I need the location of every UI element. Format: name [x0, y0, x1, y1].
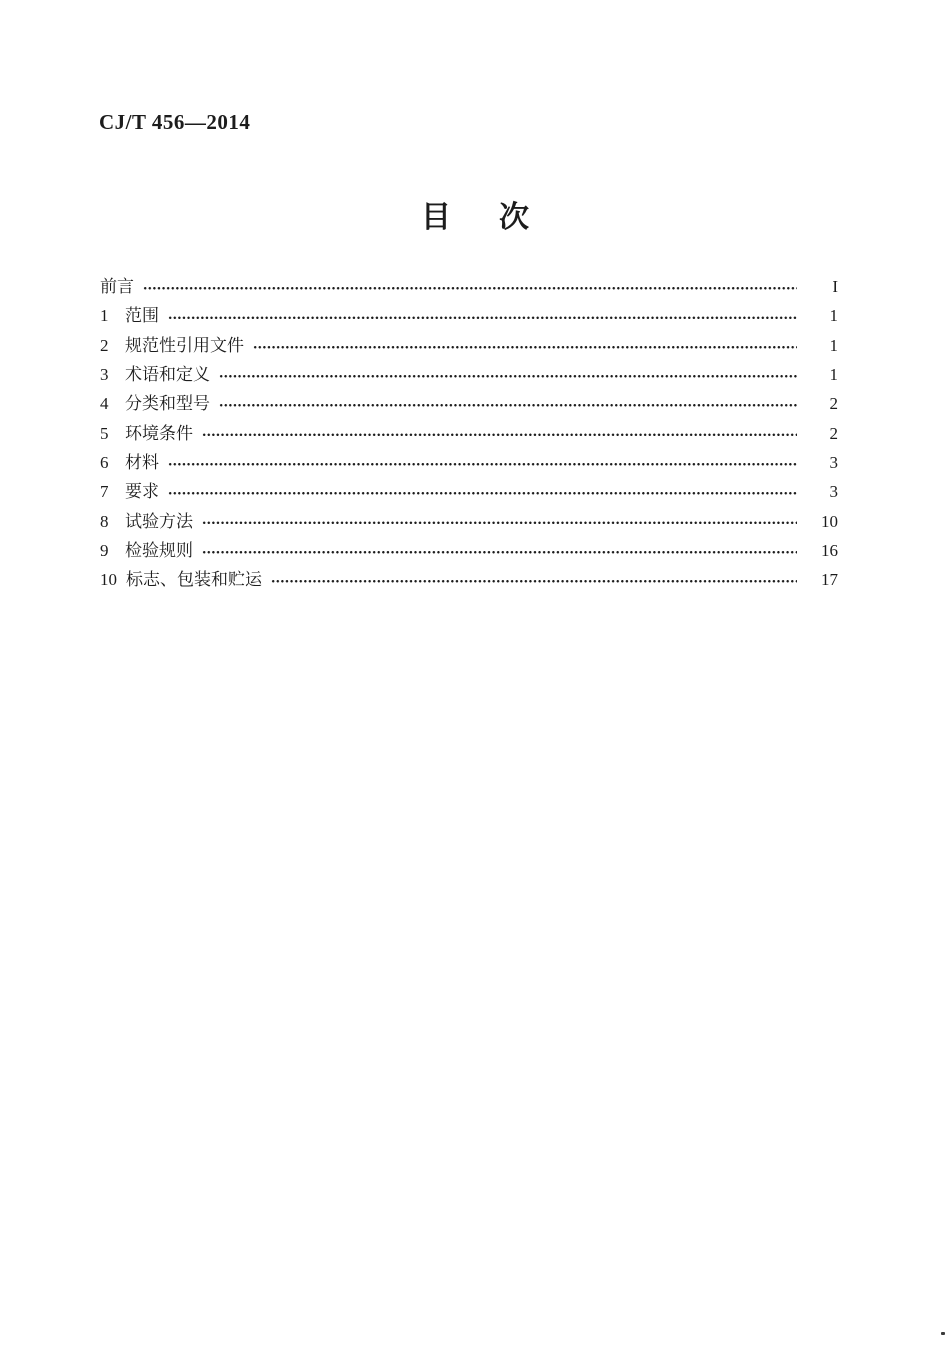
- toc-entry-number: 5: [100, 423, 109, 443]
- toc-entry: [100, 360, 838, 389]
- toc-entry-page: 17: [821, 570, 838, 590]
- toc-entry-page: 10: [821, 511, 838, 531]
- toc-entry-number: 9: [100, 540, 109, 560]
- toc-leader-dots: [168, 448, 797, 477]
- toc-entry: [100, 448, 838, 477]
- toc-leader-dots: [202, 418, 797, 447]
- toc-entry: [100, 331, 838, 360]
- toc-entry-page: 1: [829, 335, 838, 355]
- document-code: CJ/T 456—2014: [99, 110, 251, 134]
- toc-entry-label: 环境条件: [125, 423, 193, 443]
- toc-leader-dots: [143, 272, 797, 301]
- toc-entry-number: 3: [100, 365, 109, 385]
- toc-entry-number: 8: [100, 511, 109, 531]
- toc-entry-page: 1: [829, 306, 838, 326]
- scan-artifact-speck: [941, 1332, 945, 1335]
- toc-entry-number: 6: [100, 452, 109, 472]
- toc-entry-label: 要求: [125, 482, 159, 502]
- toc-entry-number: 1: [100, 306, 109, 326]
- page-title: 目 次: [421, 201, 538, 234]
- toc-entry: [100, 301, 838, 330]
- toc-entry-number: 2: [100, 335, 109, 355]
- toc-leader-dots: [271, 565, 797, 594]
- toc-leader-dots: [202, 536, 797, 565]
- toc-leader-dots: [219, 360, 797, 389]
- toc-entry-page: 2: [829, 423, 838, 443]
- toc-entry-number: 10: [100, 570, 117, 590]
- toc-leader-dots: [219, 389, 797, 418]
- toc-entry-label: 术语和定义: [125, 365, 210, 385]
- toc-entry-page: 1: [829, 365, 838, 385]
- toc-entry-page: 2: [829, 394, 838, 414]
- toc-entry-number: 7: [100, 482, 109, 502]
- toc-entry-label: 材料: [125, 452, 159, 472]
- toc-entry-page: I: [832, 277, 838, 297]
- toc-leader-dots: [253, 331, 797, 360]
- toc-entry: [100, 418, 838, 447]
- toc-entry: [100, 477, 838, 506]
- toc-entry: [100, 506, 838, 535]
- toc-leader-dots: [168, 301, 797, 330]
- toc-entry-label: 试验方法: [125, 511, 193, 531]
- toc-entry-label: 规范性引用文件: [125, 335, 244, 355]
- toc-entry: [100, 272, 838, 301]
- toc-entry-label: 分类和型号: [125, 394, 210, 414]
- toc-entry-page: 16: [821, 540, 838, 560]
- toc-entry-page: 3: [829, 482, 838, 502]
- toc-entry: [100, 565, 838, 594]
- toc-entry-label: 检验规则: [125, 540, 193, 560]
- toc-entry-number: 4: [100, 394, 109, 414]
- toc-leader-dots: [168, 477, 797, 506]
- toc-entry-page: 3: [829, 452, 838, 472]
- toc-entry: [100, 389, 838, 418]
- toc-entry: [100, 536, 838, 565]
- table-of-contents: [100, 272, 838, 594]
- toc-entry-label: 范围: [125, 306, 159, 326]
- toc-entry-label: 标志、包装和贮运: [126, 570, 262, 590]
- toc-leader-dots: [202, 506, 797, 535]
- toc-entry-label: 前言: [100, 277, 134, 297]
